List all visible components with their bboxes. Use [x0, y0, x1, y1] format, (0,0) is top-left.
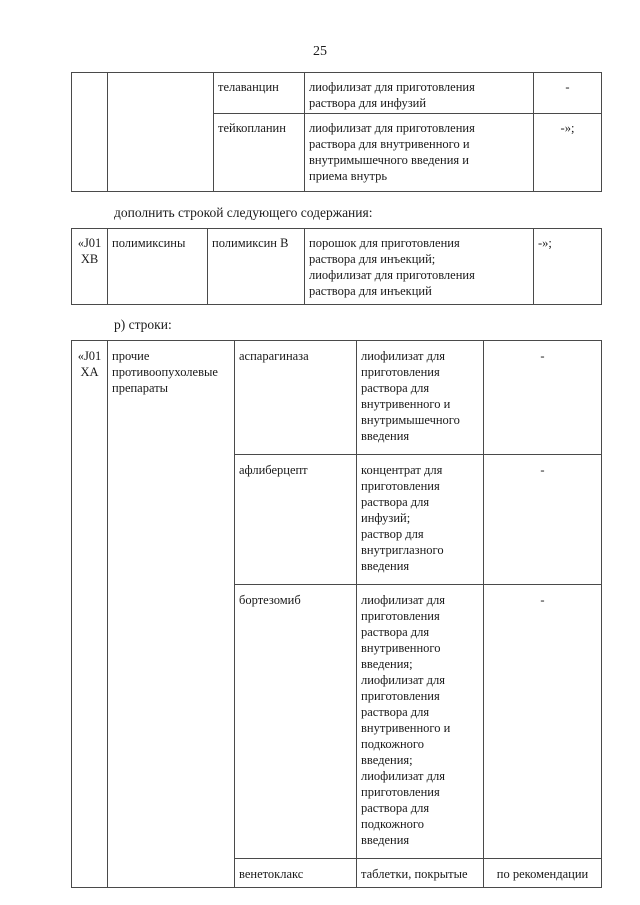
drug-table-addition — [71, 228, 602, 305]
drug-table-rows — [71, 340, 602, 888]
dosage-form-line: введения — [361, 559, 410, 573]
drug-name-cell: полимиксин B — [208, 229, 305, 305]
drug-name-cell: афлиберцепт — [235, 455, 357, 585]
atc-code-line: XA — [80, 365, 99, 379]
drug-name-cell: аспарагиназа — [235, 341, 357, 455]
dosage-form-cell — [305, 114, 534, 192]
amendment-paragraph: р) строки: — [114, 317, 172, 332]
dosage-form-line: лиофилизат для — [361, 349, 445, 363]
dosage-form-line: приготовления — [361, 365, 440, 379]
atc-code-cell — [72, 341, 108, 888]
dosage-form-cell — [305, 229, 534, 305]
dosage-form-line: раствора для — [361, 381, 430, 395]
dosage-form-line: раствора для инъекций — [309, 284, 432, 298]
dosage-form-line: концентрат для — [361, 463, 443, 477]
group-line: противоопухолевые — [112, 365, 218, 379]
dosage-form-line: раствора для — [361, 495, 430, 509]
dosage-form-cell — [357, 859, 484, 888]
dosage-form-line: лиофилизат для приготовления — [309, 268, 475, 282]
dosage-form-cell — [357, 585, 484, 859]
note-cell: -»; — [534, 114, 602, 192]
group-line: препараты — [112, 381, 169, 395]
drug-name-cell: телаванцин — [214, 73, 305, 114]
dosage-form-line: раствора для инфузий — [309, 96, 427, 110]
dosage-form-line: раствора для — [361, 705, 430, 719]
dosage-form-line: введения — [361, 833, 410, 847]
atc-code-line: «J01 — [77, 349, 102, 363]
dosage-form-line: внутривенного и — [361, 721, 451, 735]
group-cell — [108, 73, 214, 192]
note-cell: - — [534, 73, 602, 114]
atc-code-line: XB — [80, 252, 99, 266]
dosage-form-line: введения — [361, 429, 410, 443]
note-cell: по рекомендации — [484, 859, 602, 888]
dosage-form-line: порошок для приготовления — [309, 236, 460, 250]
drug-name-cell: тейкопланин — [214, 114, 305, 192]
dosage-form-line: таблетки, покрытые — [361, 867, 468, 881]
drug-name-cell: бортезомиб — [235, 585, 357, 859]
dosage-form-line: внутриглазного — [361, 543, 444, 557]
dosage-form-line: лиофилизат для — [361, 673, 445, 687]
atc-code-line: «J01 — [77, 236, 102, 250]
dosage-form-line: раствора для инъекций; — [309, 252, 436, 266]
note-cell: - — [484, 585, 602, 859]
dosage-form-line: инфузий; — [361, 511, 411, 525]
dosage-form-line: лиофилизат для — [361, 769, 445, 783]
group-cell: полимиксины — [108, 229, 208, 305]
dosage-form-line: введения; — [361, 657, 413, 671]
dosage-form-cell — [357, 455, 484, 585]
atc-code-cell — [72, 229, 108, 305]
dosage-form-cell — [305, 73, 534, 114]
note-cell: -»; — [534, 229, 602, 305]
dosage-form-line: подкожного — [361, 737, 424, 751]
atc-code-cell — [72, 73, 108, 192]
dosage-form-line: введения; — [361, 753, 413, 767]
note-cell: - — [484, 455, 602, 585]
group-line: прочие — [112, 349, 150, 363]
group-cell — [108, 341, 235, 888]
dosage-form-line: внутримышечного — [361, 413, 460, 427]
dosage-form-line: приготовления — [361, 609, 440, 623]
dosage-form-line: приготовления — [361, 785, 440, 799]
amendment-paragraph: дополнить строкой следующего содержания: — [114, 205, 373, 220]
dosage-form-cell — [357, 341, 484, 455]
dosage-form-line: лиофилизат для приготовления — [309, 80, 475, 94]
dosage-form-line: лиофилизат для — [361, 593, 445, 607]
page-number: 25 — [313, 44, 327, 59]
dosage-form-line: подкожного — [361, 817, 424, 831]
dosage-form-line: приготовления — [361, 689, 440, 703]
dosage-form-line: внутривенного и — [361, 397, 451, 411]
note-cell: - — [484, 341, 602, 455]
table-row — [72, 341, 602, 455]
table-row — [72, 73, 602, 114]
dosage-form-line: внутримышечного введения и — [309, 153, 469, 167]
dosage-form-line: раствора для внутривенного и — [309, 137, 470, 151]
dosage-form-line: лиофилизат для приготовления — [309, 121, 475, 135]
dosage-form-line: раствора для — [361, 801, 430, 815]
dosage-form-line: приготовления — [361, 479, 440, 493]
dosage-form-line: раствора для — [361, 625, 430, 639]
dosage-form-line: внутривенного — [361, 641, 441, 655]
dosage-form-line: раствор для — [361, 527, 424, 541]
dosage-form-line: приема внутрь — [309, 169, 388, 183]
drug-table-continued — [71, 72, 602, 192]
table-row — [72, 229, 602, 305]
drug-name-cell: венетоклакс — [235, 859, 357, 888]
